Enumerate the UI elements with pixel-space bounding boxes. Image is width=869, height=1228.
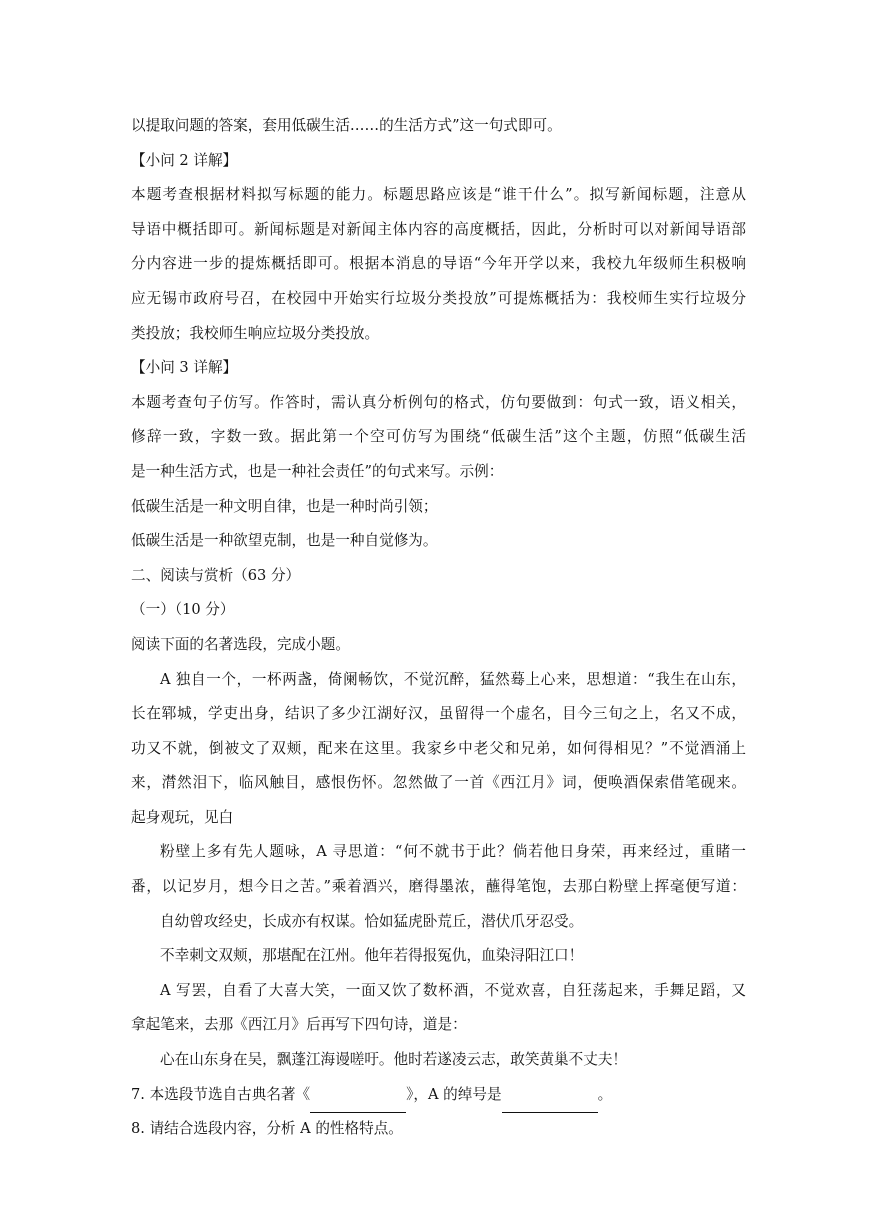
answer-blank-book[interactable] <box>310 1078 406 1114</box>
question-8: 8. 请结合选段内容，分析 A 的性格特点。 <box>131 1120 403 1138</box>
section-heading-q2: 【小问 2 详解】 <box>131 151 238 169</box>
text-line: 是一种生活方式，也是一种社会责任”的句式来写。示例： <box>131 462 504 480</box>
example-line: 低碳生活是一种文明自律，也是一种时尚引领； <box>131 497 438 515</box>
text-line: 类投放；我校师生响应垃圾分类投放。 <box>131 324 380 342</box>
text-line: 本题考查根据材料拟写标题的能力。标题思路应该是“谁干什么”。拟写新闻标题，注意从 <box>131 186 746 204</box>
answer-blank-nickname[interactable] <box>502 1078 598 1114</box>
poem-line: 自幼曾攻经史，长成亦有权谋。恰如猛虎卧荒丘，潜伏爪牙忍受。 <box>160 912 584 930</box>
text-line: 以提取问题的答案，套用低碳生活……的生活方式”这一句式即可。 <box>131 117 562 134</box>
text-line: 修辞一致，字数一致。据此第一个空可仿写为围绕“低碳生活”这个主题，仿照“低碳生活 <box>131 428 746 446</box>
question-7-mid: 》，A 的绰号是 <box>406 1085 502 1103</box>
document-page <box>131 109 746 1147</box>
passage-line: 粉壁上多有先人题咏，A 寻思道：“何不就书于此？倘若他日身荣，再来经过，重睹一 <box>160 843 746 861</box>
section-heading-reading: 二、阅读与赏析（63 分） <box>131 566 301 584</box>
passage-line: 拿起笔来，去那《西江月》后再写下四句诗，道是： <box>131 1016 467 1034</box>
question-7-suffix: 。 <box>597 1085 613 1103</box>
passage-line: A 写罢，自看了大喜大笑，一面又饮了数杯酒，不觉欢喜，自狂荡起来，手舞足蹈，又 <box>160 981 746 999</box>
passage-line: 功又不就，倒被文了双颊，配来在这里。我家乡中老父和兄弟，如何得相见？”不觉酒涌上 <box>131 739 746 757</box>
poem-line: 不幸刺文双颊，那堪配在江州。他年若得报冤仇，血染浔阳江口！ <box>160 947 584 965</box>
text-line: 分内容进一步的提炼概括即可。根据本消息的导语“今年开学以来，我校九年级师生积极响 <box>131 255 746 273</box>
passage-line: 起身观玩，见白 <box>131 808 234 826</box>
passage-line: 长在郓城，学吏出身，结识了多少江湖好汉，虽留得一个虚名，目今三旬之上，名又不成， <box>131 705 746 723</box>
question-7-prefix: 7. 本选段节选自古典名著《 <box>131 1085 311 1103</box>
text-line: 应无锡市政府号召，在校园中开始实行垃圾分类投放”可提炼概括为：我校师生实行垃圾分 <box>131 289 746 307</box>
text-line: 导语中概括即可。新闻标题是对新闻主体内容的高度概括，因此，分析时可以对新闻导语部 <box>131 220 746 238</box>
question-7 <box>131 1078 746 1113</box>
text-line: 本题考查句子仿写。作答时，需认真分析例句的格式，仿句要做到：句式一致，语义相关， <box>131 393 746 411</box>
instruction-line: 阅读下面的名著选段，完成小题。 <box>131 635 350 653</box>
passage-line: A 独自一个，一杯两盏，倚阑畅饮，不觉沉醉，猛然蓦上心来，思想道：“我生在山东， <box>160 670 746 688</box>
passage-line: 来，潸然泪下，临风触目，感恨伤怀。忽然做了一首《西江月》词，便唤酒保索借笔砚来。 <box>131 774 746 792</box>
poem-line: 心在山东身在吴，飘蓬江海谩嗟吁。他时若遂凌云志，敢笑黄巢不丈夫！ <box>160 1051 628 1069</box>
section-heading-q3: 【小问 3 详解】 <box>131 359 238 377</box>
example-line: 低碳生活是一种欲望克制，也是一种自觉修为。 <box>131 532 438 550</box>
subsection-heading: （一）（10 分） <box>131 601 235 619</box>
passage-line: 番，以记岁月，想今日之苦。”乘着酒兴，磨得墨浓，蘸得笔饱，去那白粉壁上挥毫便写道： <box>131 878 746 896</box>
